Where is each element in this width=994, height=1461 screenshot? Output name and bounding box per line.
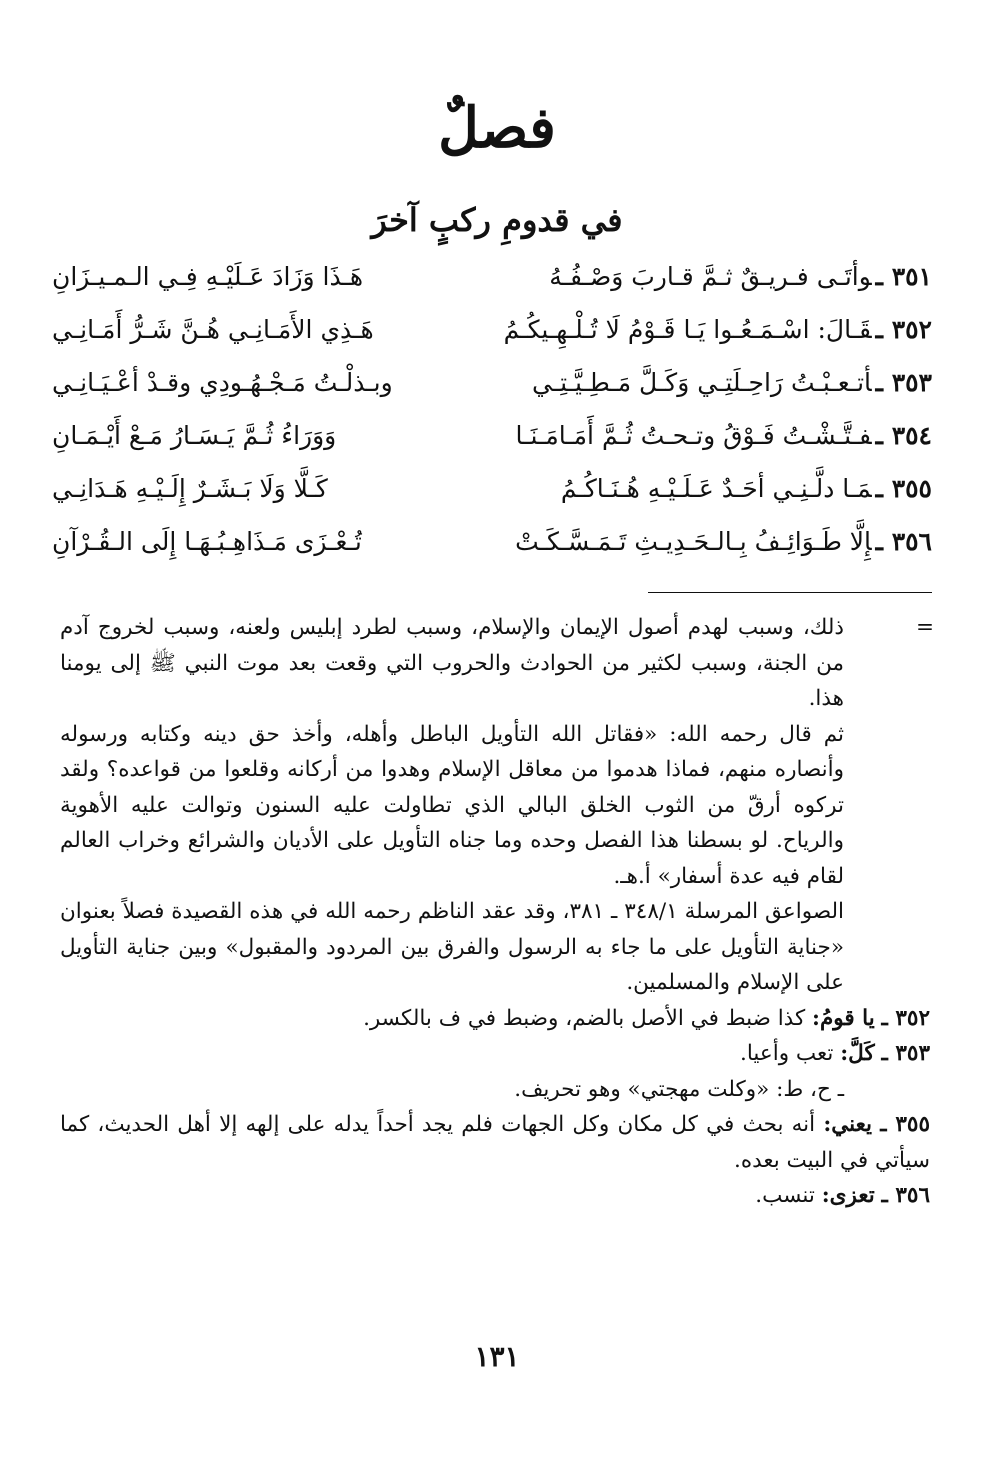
verse-number: ٣٥٦ ـ: [875, 527, 932, 556]
footnote-353: [60, 1036, 930, 1072]
verse-first-hemistich: [532, 356, 932, 409]
footnote-352: [60, 1001, 930, 1037]
footnote-separator: [648, 592, 932, 593]
footnote-number: ٣٥٣ ـ: [881, 1041, 930, 1066]
footnote-keyword: تعزى:: [821, 1183, 875, 1208]
footnote-355: [60, 1107, 930, 1178]
verse-first-hemistich: [549, 250, 932, 303]
verse-first-hemistich: [504, 303, 932, 356]
verse-first-hemistich: [515, 515, 932, 568]
verse-text: فـتَّـشْـتُ فَـوْقُ وتـحـتُ ثُـمَّ أَمَـامَـنَـا: [515, 421, 872, 450]
footnote-continued: [60, 610, 934, 717]
verse-text: قَـالَ: اسْـمَـعُـوا يَـا قَـوْمُ لَا تُـلْـهِـيكُـمُ: [503, 315, 872, 344]
page-number: ١٣١: [474, 1340, 520, 1373]
verse-second-hemistich: وَوَرَاءُ ثُـمَّ يَـسَـارُ مَـعْ أَيْـمَـانِ: [52, 421, 337, 450]
verse-355: [52, 462, 932, 515]
footnote-reference: الصواعق المرسلة ٣٤٨/١ ـ ٣٨١، وقد عقد الناظم رحمه الله في هذه القصيدة فصلاً بعنوان «جناية التأويل على ما جاء به الرسول والفرق بين المردود والمقبول» وبين جناية التأويل على الإسلام والمسلمين.: [60, 899, 845, 995]
continuation-mark: =: [915, 615, 934, 640]
verse-second-hemistich: وبـذلْـتُ مَـجْـهُـودِي وقـدْ أعْـيَـانِـي: [52, 368, 393, 397]
verse-351: [52, 250, 932, 303]
footnote-number: ٣٥٢ ـ: [881, 1005, 930, 1031]
verse-first-hemistich: [561, 462, 932, 515]
footnote-keyword: كَلَّ:: [840, 1041, 875, 1066]
footnote-text: أنه بحث في كل مكان وكل الجهات فلم يجد أحداً يدله على إلهه إلا أهل الحديث، كما سيأتي في البيت بعده.: [60, 1112, 930, 1173]
verse-text: أتـعـبْـتُ رَاحِـلَتِـي وَكَـلَّ مَـطِـيَّـتِـي: [531, 368, 872, 397]
footnote-text: كذا ضبط في الأصل بالضم، وضبط في ف بالكسر.: [363, 1005, 806, 1031]
footnote-number: ٣٥٥ ـ: [880, 1112, 930, 1137]
footnote-keyword: يعني:: [823, 1112, 873, 1137]
footnote-353-variant: ـ ح، ط: «وكلت مهجتي» وهو تحريف.: [514, 1076, 844, 1102]
verse-number: ٣٥٢ ـ: [875, 315, 932, 344]
footnote-text: تعب وأعيا.: [740, 1041, 834, 1066]
verse-number: ٣٥١ ـ: [875, 262, 932, 291]
verse-second-hemistich: هَـذَا وَزَادَ عَـلَيْـهِ فِـي الـمـيـزَانِ: [52, 262, 364, 291]
verse-second-hemistich: هَـذِي الأَمَـانِـي هُـنَّ شَـرُّ أَمَـانِـي: [52, 315, 374, 344]
verse-text: مَـا دلَّـنِـي أحَـدٌ عَـلَـيْـهِ هُـنَـاكُـمُ: [560, 474, 872, 503]
verse-second-hemistich: تُـعْـزَى مَـذَاهِـبُـهَـا إِلَى الـقُـرْآنِ: [52, 527, 362, 556]
footnote-number: ٣٥٦ ـ: [881, 1183, 930, 1208]
verse-text: وأتَـى فـريـقٌ ثـمَّ قـاربَ وَصْـفُـهُ: [549, 262, 872, 291]
verse-number: ٣٥٤ ـ: [875, 421, 932, 450]
footnote-text: تنسب.: [755, 1183, 815, 1208]
verse-353: [52, 356, 932, 409]
footnote-356: [60, 1178, 930, 1214]
verse-second-hemistich: كَـلَّا وَلَا بَـشَـرٌ إِلَـيْـهِ هَـدَانِـي: [52, 474, 328, 503]
verse-first-hemistich: [516, 409, 932, 462]
verse-352: [52, 303, 932, 356]
verse-354: [52, 409, 932, 462]
footnote-text: ذلك، وسبب لهدم أصول الإيمان والإسلام، وسبب لطرد إبليس ولعنه، وسبب لخروج آدم من الجنة، وسبب لكثير من الحوادث والحروب التي وقعت بعد موت النبي ﷺ إلى يومنا هذا.: [60, 615, 844, 711]
chapter-title: فصلٌ: [438, 95, 556, 161]
chapter-subtitle: في قدومِ ركبٍ آخرَ: [371, 201, 623, 239]
footnote-quote: ثم قال رحمه الله: «فقاتل الله التأويل الباطل وأهله، وأخذ حق دينه وكتابه ورسوله وأنصاره منهم، فماذا هدموا من معاقل الإسلام وهدوا من أركانه وقلعوا من قواعده؟ ولقد تركوه أرقّ من الثوب الخلق البالي الذي تطاولت عليه السنون وتوالت عليه الأهوية والرياح. لو بسطنا هذا الفصل وحده وما جناه التأويل على الأديان والشرائع وخراب العالم لقام فيه عدة أسفار» أ.هـ.: [60, 721, 844, 889]
verses-block: [52, 250, 932, 568]
verse-number: ٣٥٣ ـ: [875, 368, 932, 397]
footnote-keyword: يا قومُ:: [812, 1005, 875, 1031]
verse-number: ٣٥٥ ـ: [875, 474, 932, 503]
verse-text: إِلَّا طَـوَائِـفُ بِـالـحَـدِيـثِ تَـمَـسَّـكَـتْ: [515, 527, 872, 556]
footnotes: [60, 610, 934, 1214]
verse-356: [52, 515, 932, 568]
